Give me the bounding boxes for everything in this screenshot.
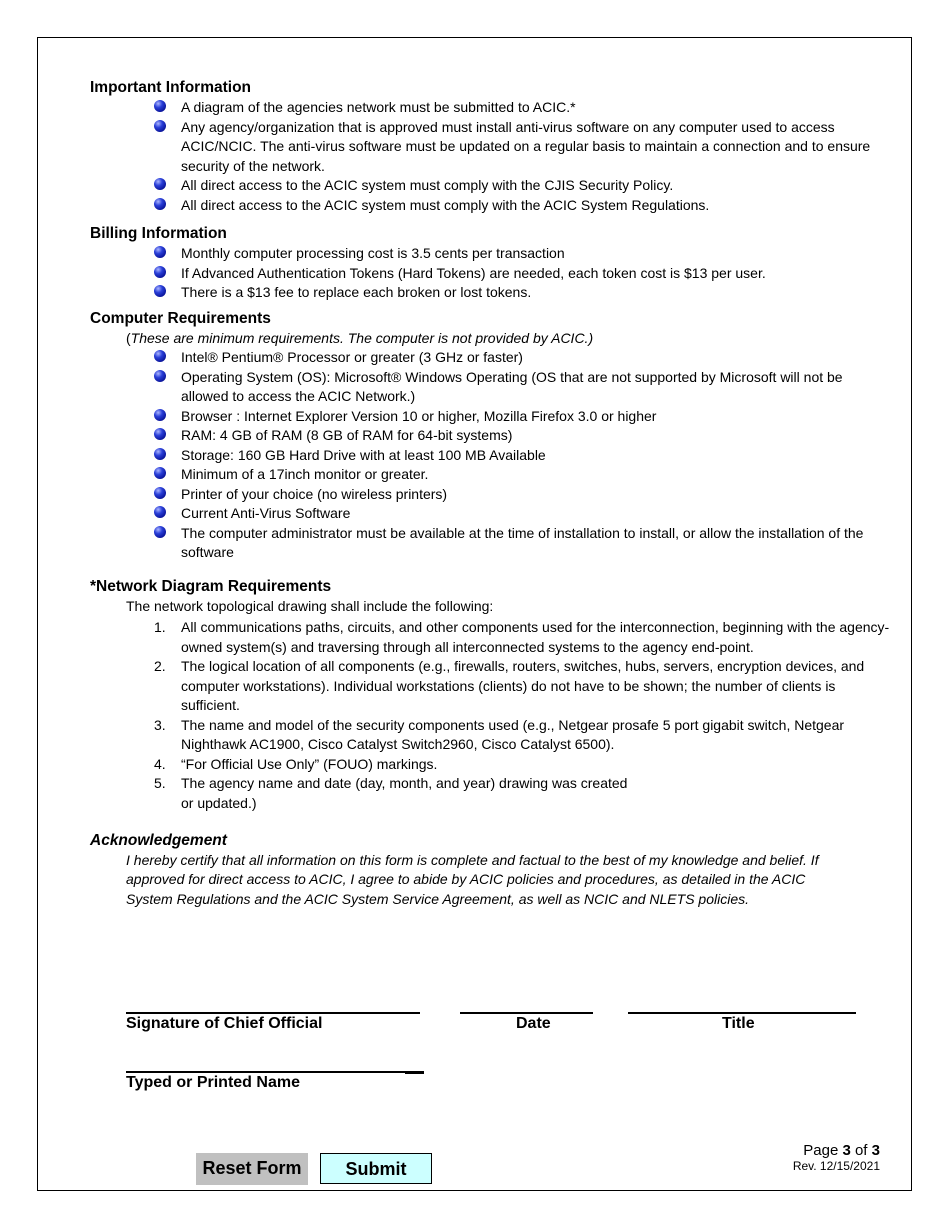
- typed-name-line-tail: [405, 1071, 424, 1074]
- list-item: Current Anti-Virus Software: [181, 504, 890, 524]
- bullet-icon: [154, 285, 166, 297]
- submit-button[interactable]: Submit: [320, 1153, 432, 1184]
- list-item: 5. The agency name and date (day, month, and year) drawing was created or updated.): [154, 775, 628, 811]
- list-item: 3. The name and model of the security components used (e.g., Netgear prosafe 5 port gigabit switch, Netgear Nighthawk AC1900, Cisco Catalyst Switch2960, Cisco Catalyst 6500).: [154, 716, 845, 752]
- network-diagram-intro: The network topological drawing shall include the following:: [126, 597, 494, 614]
- list-item: Intel® Pentium® Processor or greater (3 GHz or faster): [181, 348, 890, 368]
- billing-info-heading: Billing Information: [90, 225, 227, 242]
- bullet-icon: [154, 246, 166, 258]
- list-item: RAM: 4 GB of RAM (8 GB of RAM for 64-bit systems): [181, 426, 890, 446]
- title-line[interactable]: [628, 1012, 856, 1014]
- typed-name-label: Typed or Printed Name: [126, 1074, 300, 1091]
- acknowledgement-heading: Acknowledgement: [90, 832, 227, 849]
- billing-info-list: [90, 244, 890, 303]
- list-item: 4. “For Official Use Only” (FOUO) markings.: [154, 755, 438, 772]
- bullet-icon: [154, 467, 166, 479]
- reset-form-button[interactable]: Reset Form: [196, 1153, 308, 1185]
- date-label: Date: [516, 1015, 551, 1032]
- bullet-icon: [154, 487, 166, 499]
- list-item: 2. The logical location of all components (e.g., firewalls, routers, switches, hubs, servers, encryption devices, and computer workstations). Individual workstations (clients) do not have to be shown; the number of clients is sufficient.: [154, 658, 865, 713]
- bullet-icon: [154, 448, 166, 460]
- list-item: Browser : Internet Explorer Version 10 or higher, Mozilla Firefox 3.0 or higher: [181, 407, 890, 427]
- list-item: Printer of your choice (no wireless printers): [181, 485, 890, 505]
- bullet-icon: [154, 409, 166, 421]
- bullet-icon: [154, 526, 166, 538]
- list-item: The computer administrator must be available at the time of installation to install, or allow the installation of the software: [181, 524, 890, 563]
- computer-requirements-list: [90, 348, 890, 563]
- list-item: Storage: 160 GB Hard Drive with at least 100 MB Available: [181, 446, 890, 466]
- page-number: Page 3 of 3: [803, 1142, 880, 1159]
- list-item: All direct access to the ACIC system must comply with the CJIS Security Policy.: [181, 176, 890, 196]
- typed-name-line[interactable]: [126, 1071, 424, 1073]
- bullet-icon: [154, 198, 166, 210]
- bullet-icon: [154, 100, 166, 112]
- list-item: There is a $13 fee to replace each broken or lost tokens.: [181, 283, 890, 303]
- list-item: All direct access to the ACIC system must comply with the ACIC System Regulations.: [181, 196, 890, 216]
- list-item: Any agency/organization that is approved must install anti-virus software on any computer used to access ACIC/NCIC. The anti-virus software must be updated on a regular basis to maintain a connection and to ensure security of the network.: [181, 118, 890, 177]
- list-item: Operating System (OS): Microsoft® Windows Operating (OS that are not supported by Microsoft will not be allowed to access the ACIC Network.): [181, 368, 890, 407]
- computer-requirements-note: (These are minimum requirements. The computer is not provided by ACIC.): [126, 329, 594, 346]
- list-item: If Advanced Authentication Tokens (Hard Tokens) are needed, each token cost is $13 per user.: [181, 264, 890, 284]
- important-info-list: [90, 98, 890, 215]
- chief-signature-line[interactable]: [126, 1012, 420, 1014]
- bullet-icon: [154, 506, 166, 518]
- computer-requirements-heading: Computer Requirements: [90, 309, 271, 327]
- important-info-heading: Important Information: [90, 79, 252, 96]
- chief-signature-label: Signature of Chief Official: [126, 1015, 323, 1032]
- bullet-icon: [154, 178, 166, 190]
- list-item: Monthly computer processing cost is 3.5 cents per transaction: [181, 244, 890, 264]
- bullet-icon: [154, 266, 166, 278]
- bullet-icon: [154, 350, 166, 362]
- form-content: [90, 78, 890, 909]
- network-diagram-list: [90, 618, 890, 813]
- page-footer: [793, 1142, 880, 1174]
- title-label: Title: [722, 1015, 755, 1032]
- list-item: A diagram of the agencies network must be submitted to ACIC.*: [181, 98, 890, 118]
- network-diagram-heading: *Network Diagram Requirements: [90, 577, 332, 595]
- acknowledgement-text: I hereby certify that all information on this form is complete and factual to the best of my knowledge and belief. If approved for direct access to ACIC, I agree to abide by ACIC policies and procedures, as detailed in the ACIC System Regulations and the ACIC System Service Agreement, as well as NCIC and NLETS policies.: [126, 851, 819, 907]
- date-line[interactable]: [460, 1012, 593, 1014]
- bullet-icon: [154, 120, 166, 132]
- bullet-icon: [154, 428, 166, 440]
- bullet-icon: [154, 370, 166, 382]
- revision-date: Rev. 12/15/2021: [792, 1159, 880, 1173]
- list-item: 1. All communications paths, circuits, and other components used for the interconnection, beginning with the agency-owned system(s) and traversing through all interconnected systems to the agency end-point.: [154, 619, 890, 655]
- list-item: Minimum of a 17inch monitor or greater.: [181, 465, 890, 485]
